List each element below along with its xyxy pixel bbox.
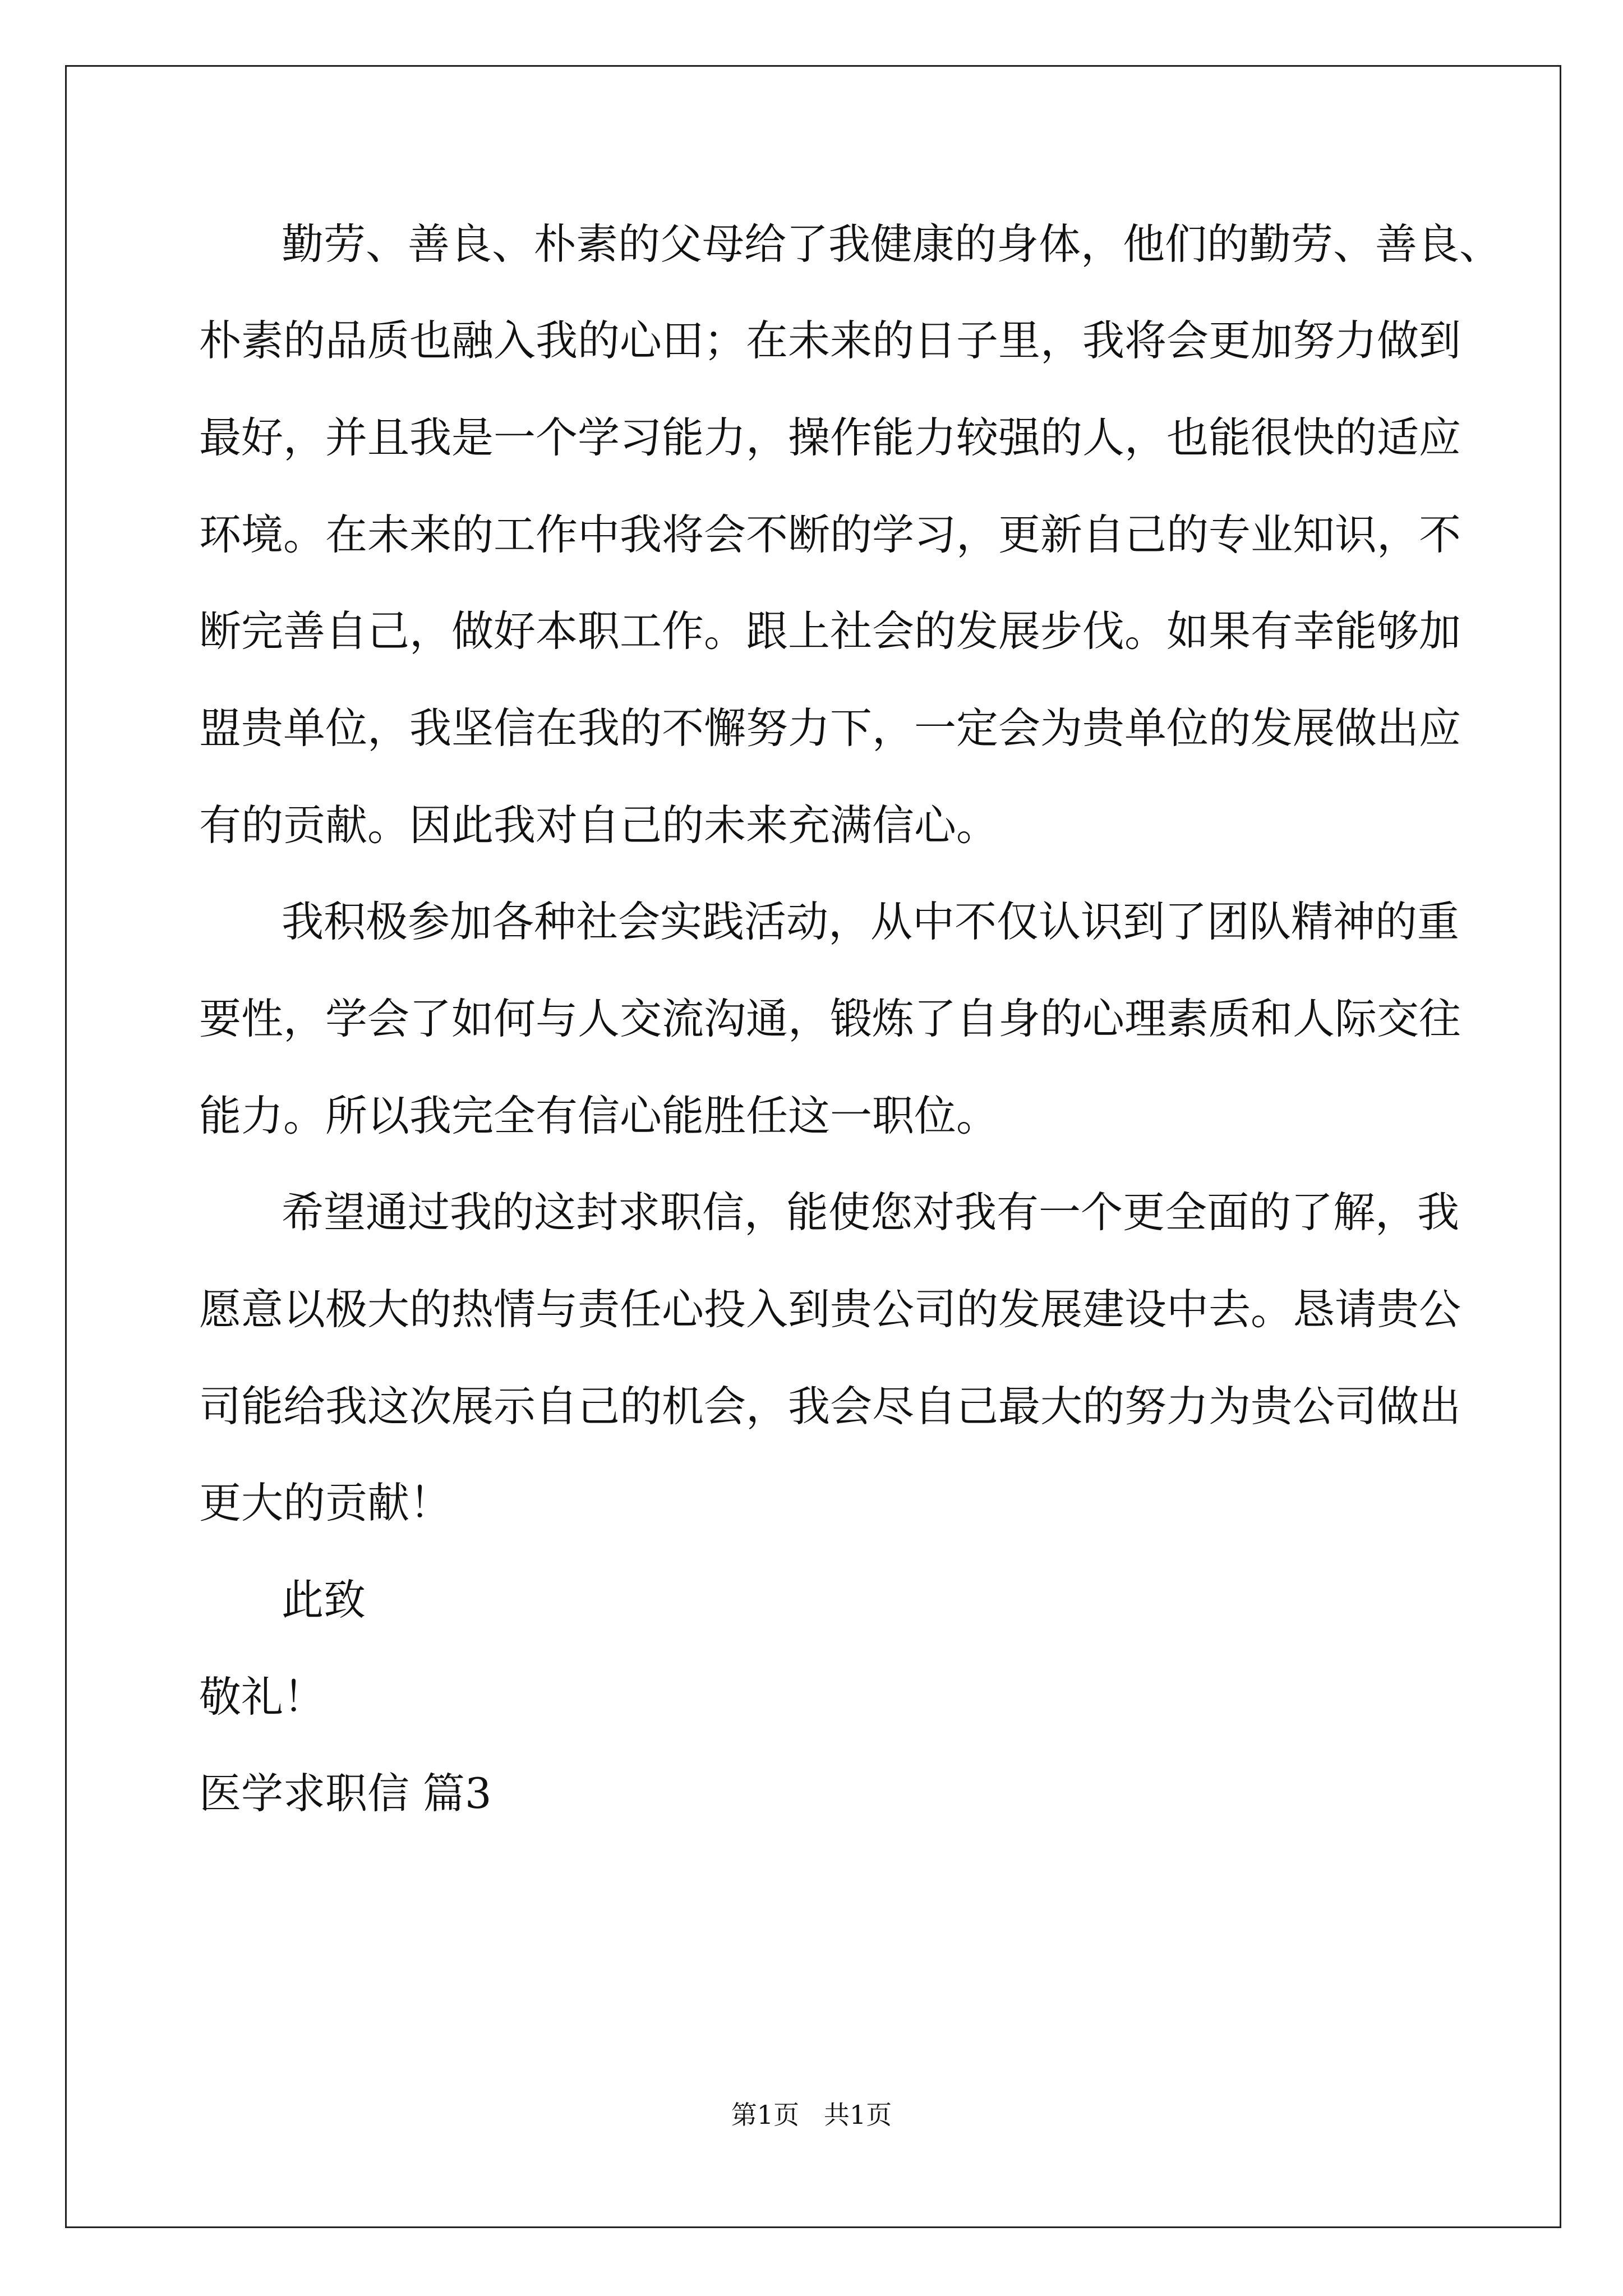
section-heading: 医学求职信 篇3 [199, 1769, 492, 1818]
paragraph-1-line-6: 盟贵单位，我坚信在我的不懈努力下，一定会为贵单位的发展做出应 [199, 703, 1461, 753]
paragraph-2-line-1: 我积极参加各种社会实践活动，从中不仅认识到了团队精神的重 [282, 897, 1460, 946]
closing-regards: 敬礼！ [199, 1672, 326, 1722]
paragraph-3-line-3: 司能给我这次展示自己的机会，我会尽自己最大的努力为贵公司做出 [199, 1382, 1461, 1431]
paragraph-1-line-1: 勤劳、善良、朴素的父母给了我健康的身体，他们的勤劳、善良、 [282, 219, 1502, 269]
paragraph-2-line-2: 要性，学会了如何与人交流沟通，锻炼了自身的心理素质和人际交往 [199, 994, 1461, 1043]
paragraph-1-line-5: 断完善自己，做好本职工作。跟上社会的发展步伐。如果有幸能够加 [199, 606, 1461, 656]
paragraph-3-line-2: 愿意以极大的热情与责任心投入到贵公司的发展建设中去。恳请贵公 [199, 1285, 1461, 1334]
paragraph-3-line-4: 更大的贡献！ [199, 1478, 452, 1527]
paragraph-1-line-3: 最好，并且我是一个学习能力，操作能力较强的人，也能很快的适应 [199, 413, 1461, 462]
paragraph-1-line-7: 有的贡献。因此我对自己的未来充满信心。 [199, 800, 999, 850]
paragraph-2-line-3: 能力。所以我完全有信心能胜任这一职位。 [199, 1091, 999, 1140]
page-footer: 第1页 共1页 [731, 2100, 892, 2130]
closing-salutation: 此致 [282, 1575, 366, 1625]
paragraph-3-line-1: 希望通过我的这封求职信，能使您对我有一个更全面的了解，我 [282, 1188, 1460, 1237]
paragraph-1-line-2: 朴素的品质也融入我的心田；在未来的日子里，我将会更加努力做到 [199, 316, 1461, 365]
paragraph-1-line-4: 环境。在未来的工作中我将会不断的学习，更新自己的专业知识，不 [199, 510, 1461, 559]
